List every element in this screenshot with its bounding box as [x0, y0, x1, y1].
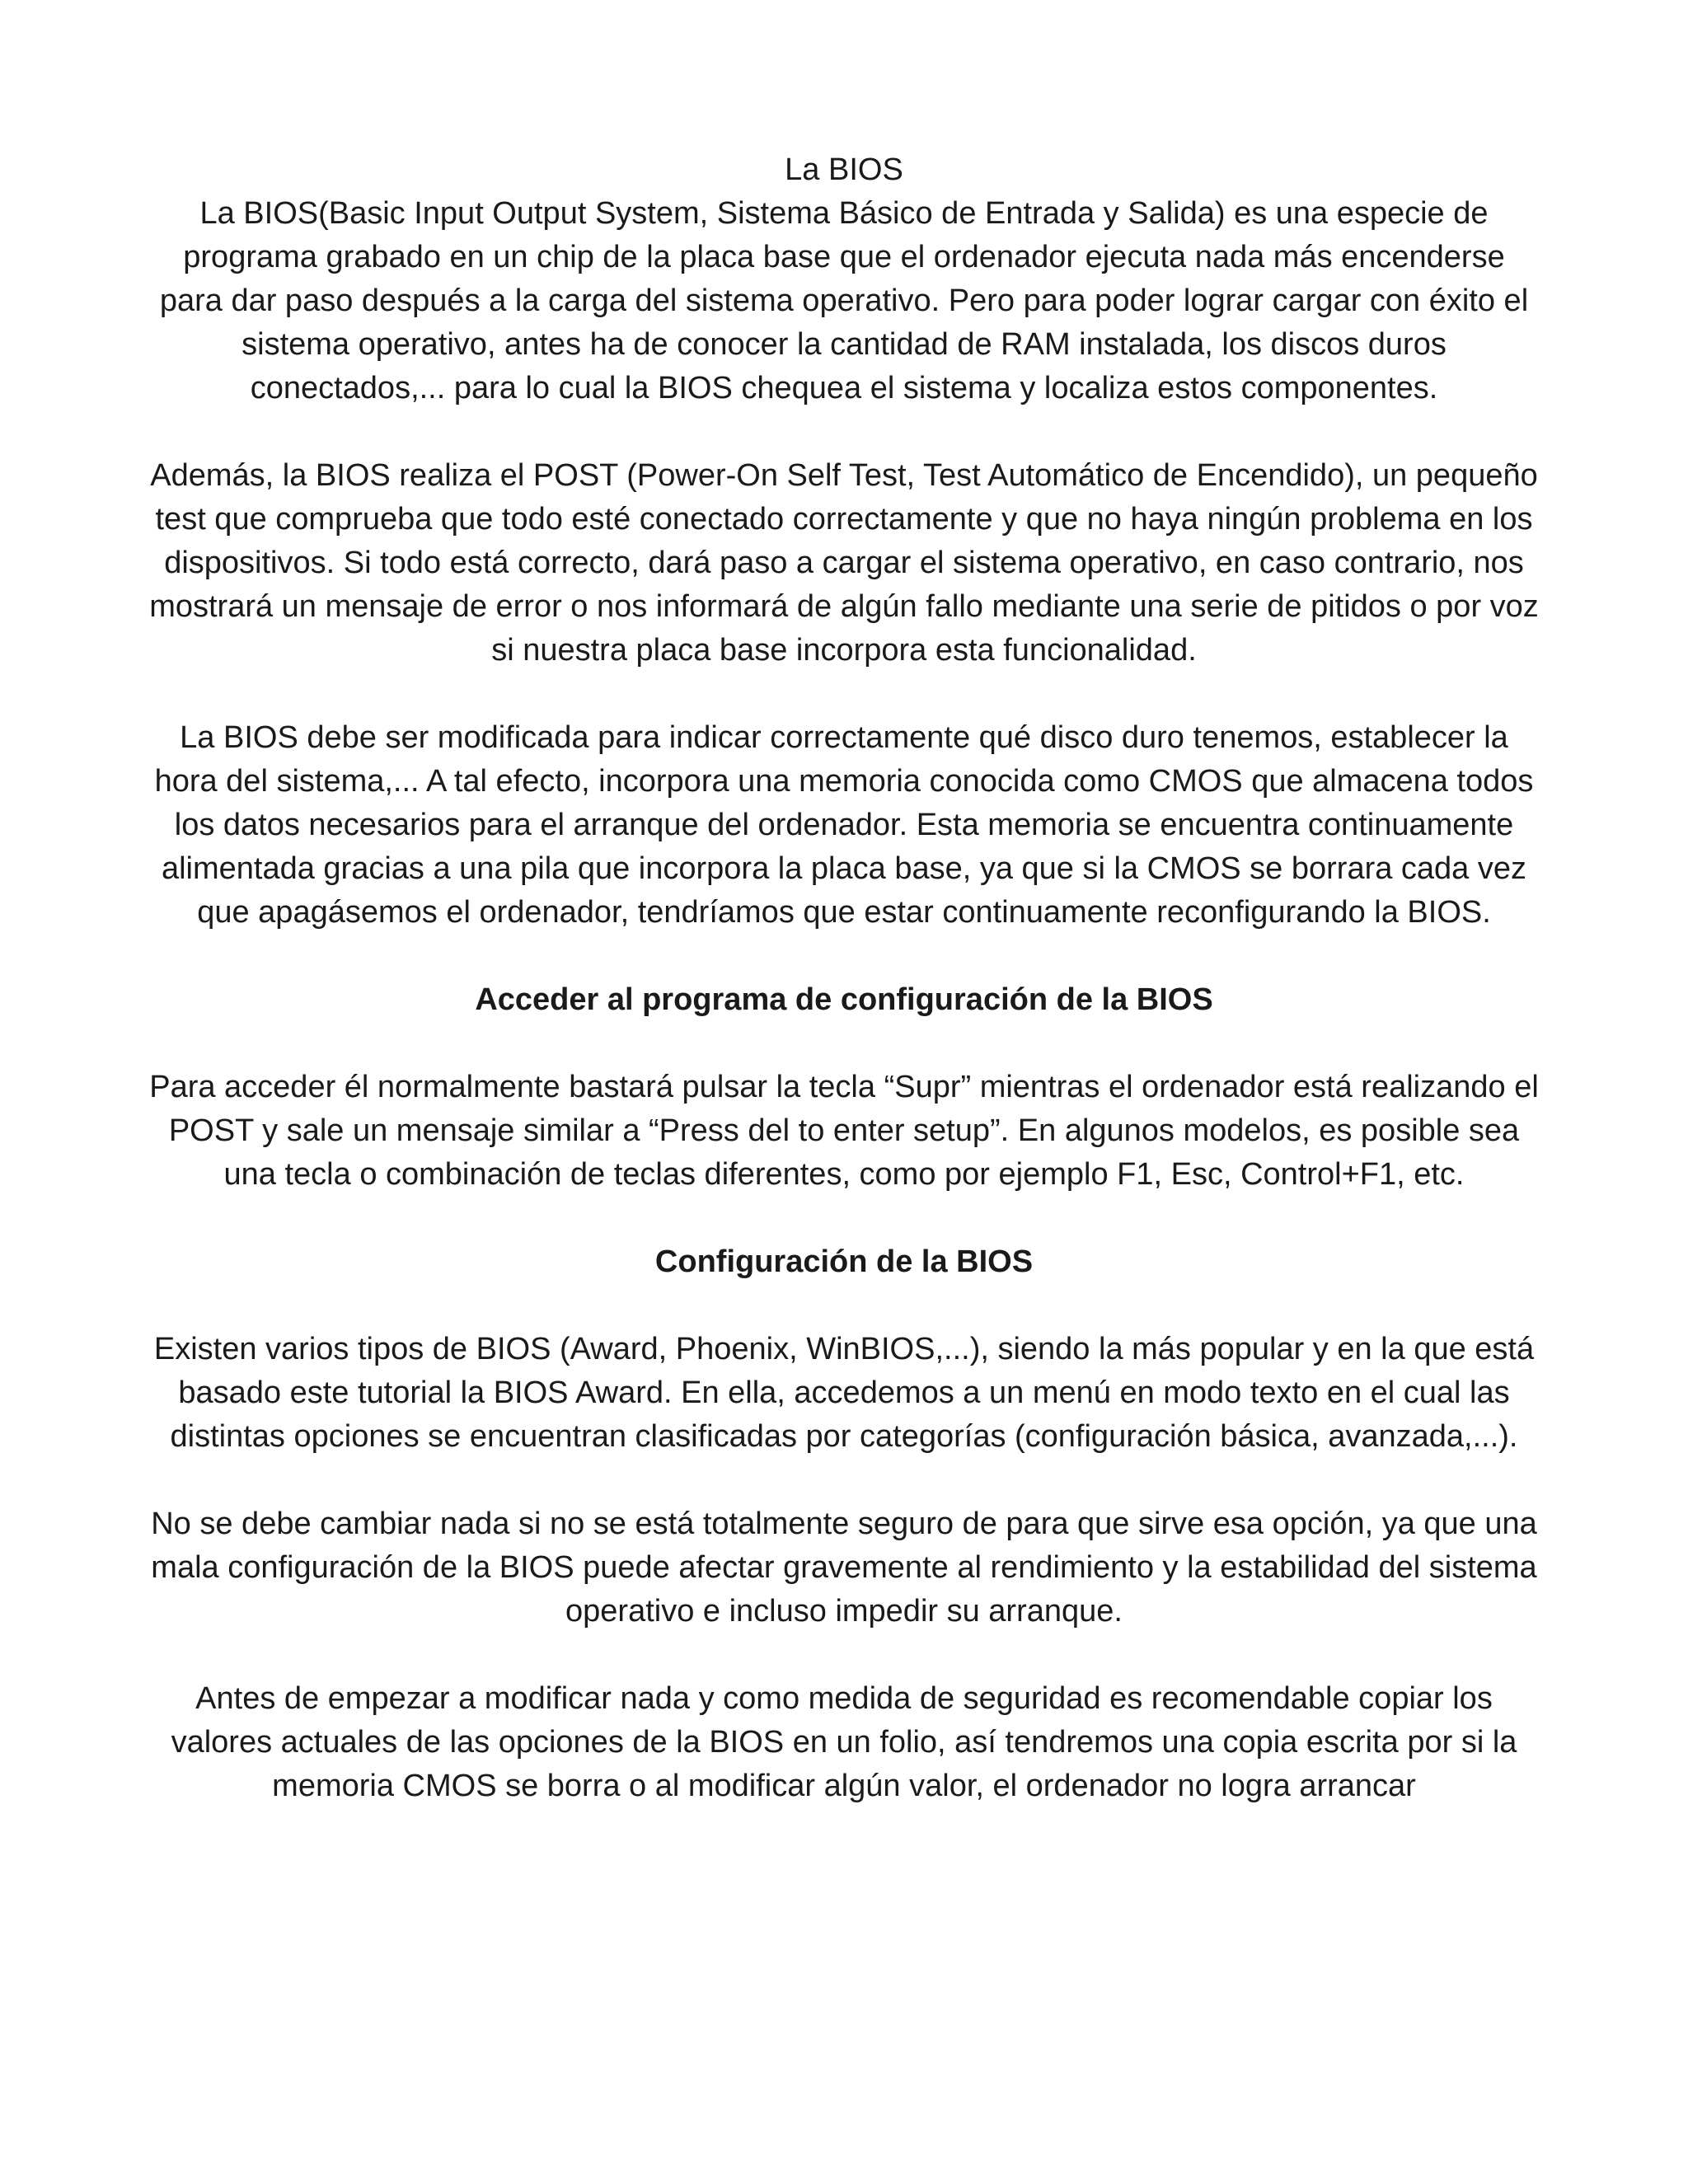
paragraph-bios-definition: La BIOS(Basic Input Output System, Sistema Básico de Entrada y Salida) es una especie de programa grabado en un chip de la placa base que el ordenador ejecuta nada más encenderse para dar paso después a la carga del sistema operativo. Pero para poder lograr cargar con éxito el sistema operativo, antes ha de conocer la cantidad de RAM instalada, los discos duros conectados,... para lo cual la BIOS chequea el sistema y localiza estos componentes. — [159, 196, 1529, 405]
section-heading-configuration: Configuración de la BIOS — [654, 1244, 1034, 1279]
paragraph-cmos: La BIOS debe ser modificada para indicar correctamente qué disco duro tenemos, establecer la hora del sistema,... A tal efecto, incorpora una memoria conocida como CMOS que almacena todos los datos necesarios para el arranque del ordenador. Esta memoria se encuentra continuamente alimentada gracias a una pila que incorpora la placa base, ya que si la CMOS se borrara cada vez que apagásemos el ordenador, tendríamos que estar continuamente reconfigurando la BIOS. — [154, 720, 1534, 930]
paragraph-access-setup: Para acceder él normalmente bastará pulsar la tecla “Supr” mientras el ordenador está realizando el POST y sale un mensaje similar a “Press del to enter setup”. En algunos modelos, es posible sea una tecla o combinación de teclas diferentes, como por ejemplo F1, Esc, Control+F1, etc. — [149, 1070, 1539, 1192]
paragraph-post: Además, la BIOS realiza el POST (Power-On Self Test, Test Automático de Encendido), un pequeño test que comprueba que todo esté conectado correctamente y que no haya ningún problema en los dispositivos. Si todo está correcto, dará paso a cargar el sistema operativo, en caso contrario, nos mostrará un mensaje de error o nos informará de algún fallo mediante una serie de pitidos o por voz si nuestra placa base incorpora esta funcionalidad. — [149, 458, 1539, 668]
paragraph-bios-types: Existen varios tipos de BIOS (Award, Phoenix, WinBIOS,...), siendo la más popular y en la que está basado este tutorial la BIOS Award. En ella, accedemos a un menú en modo texto en el cual las distintas opciones se encuentran clasificadas por categorías (configuración básica, avanzada,...). — [153, 1332, 1535, 1454]
document-title: La BIOS — [785, 152, 903, 187]
document-body — [148, 148, 1540, 1808]
paragraph-backup-advice: Antes de empezar a modificar nada y como medida de seguridad es recomendable copiar los valores actuales de las opciones de la BIOS en un folio, así tendremos una copia escrita por si la memoria CMOS se borra o al modificar algún valor, el ordenador no logra arrancar — [171, 1681, 1517, 1803]
section-heading-access: Acceder al programa de configuración de la BIOS — [475, 982, 1213, 1017]
paragraph-warning: No se debe cambiar nada si no se está totalmente seguro de para que sirve esa opción, ya que una mala configuración de la BIOS puede afectar gravemente al rendimiento y la estabilidad del sistema operativo e incluso impedir su arranque. — [151, 1507, 1537, 1629]
